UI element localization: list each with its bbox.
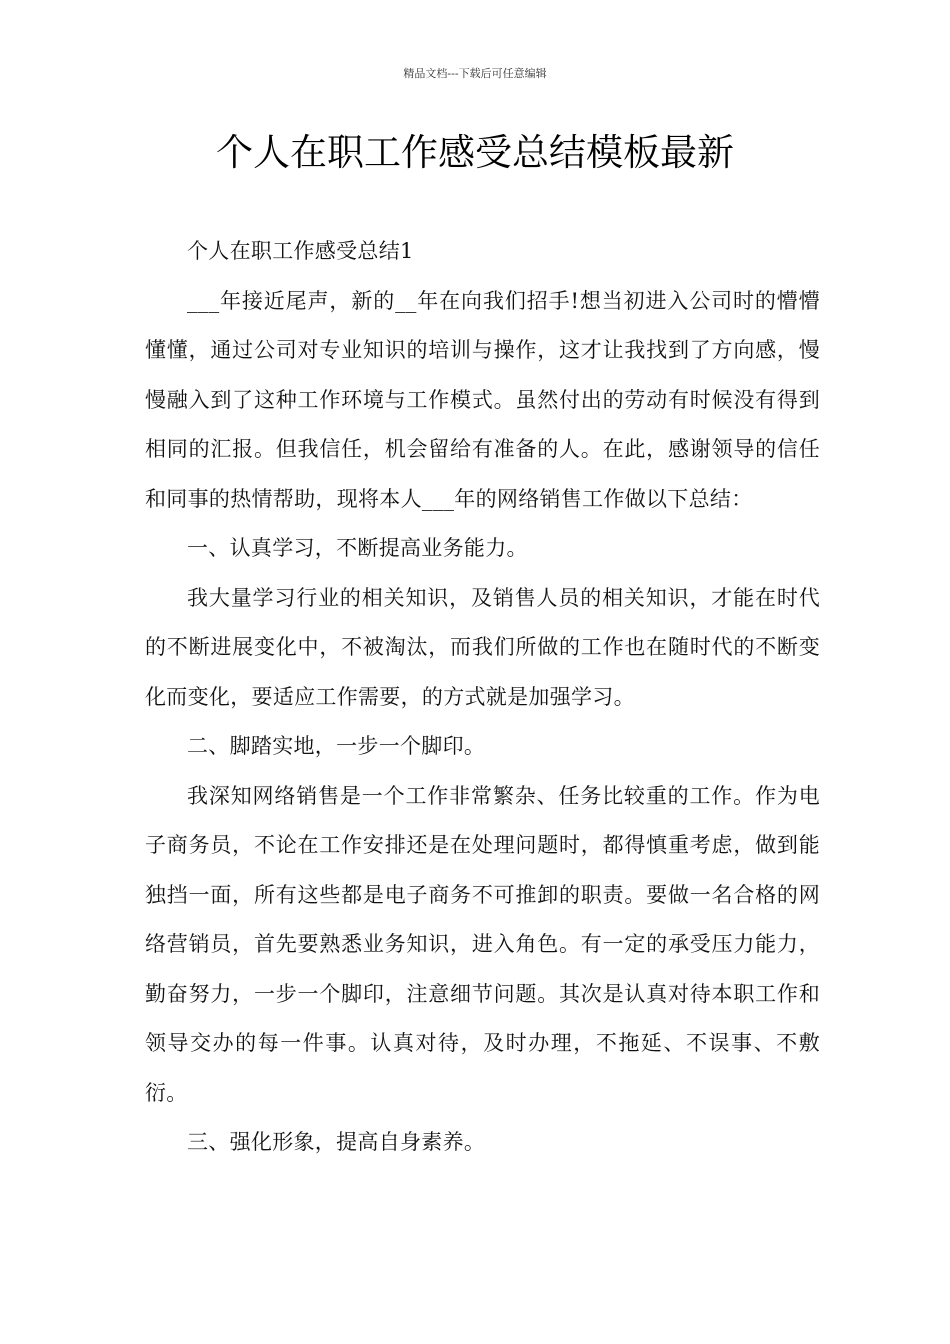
page-header: 精品文档---下载后可任意编辑 <box>403 67 547 80</box>
document-body <box>145 227 820 1168</box>
point-paragraph-2: 我深知网络销售是一个工作非常繁杂、任务比较重的工作。作为电子商务员，不论在工作安排还是在处理问题时，都得慎重考虑，做到能独挡一面，所有这些都是电子商务不可推卸的职责。要做一名合格的网络营销员，首先要熟悉业务知识，进入角色。有一定的承受压力能力，勤奋努力，一步一个脚印，注意细节问题。其次是认真对待本职工作和领导交办的每一件事。认真对待，及时办理，不拖延、不误事、不敷衍。 <box>145 783 820 1105</box>
intro-paragraph: ___年接近尾声，新的__年在向我们招手!想当初进入公司时的懵懵懂懂，通过公司对专业知识的培训与操作，这才让我找到了方向感，慢慢融入到了这种工作环境与工作模式。虽然付出的劳动有时候没有得到相同的汇报。但我信任，机会留给有准备的人。在此，感谢领导的信任和同事的热情帮助，现将本人___年的网络销售工作做以下总结： <box>145 288 820 511</box>
section-heading-1: 个人在职工作感受总结1 <box>187 239 414 263</box>
point-heading-2: 二、脚踏实地，一步一个脚印。 <box>187 734 486 758</box>
point-heading-1: 一、认真学习，不断提高业务能力。 <box>187 536 528 560</box>
point-paragraph-1: 我大量学习行业的相关知识，及销售人员的相关知识，才能在时代的不断进展变化中，不被淘汰，而我们所做的工作也在随时代的不断变化而变化，要适应工作需要，的方式就是加强学习。 <box>145 585 820 709</box>
document-title: 个人在职工作感受总结模板最新 <box>216 131 734 174</box>
point-heading-3: 三、强化形象，提高自身素养。 <box>187 1130 486 1154</box>
